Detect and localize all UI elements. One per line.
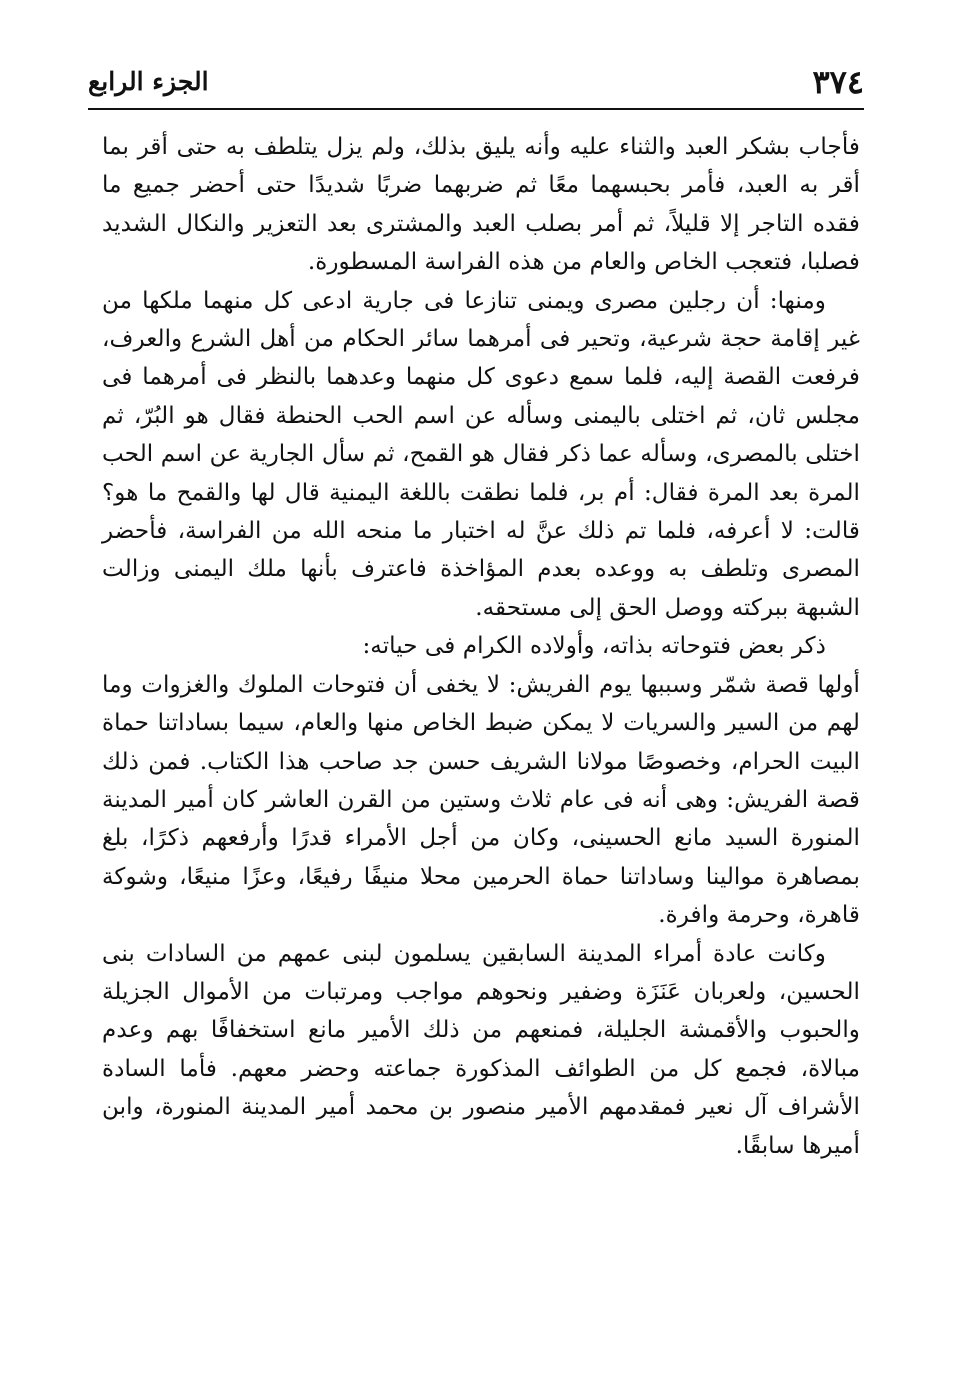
paragraph: وكانت عادة أمراء المدينة السابقين يسلمون لبنى عمهم من السادات بنى الحسين، ولعربان عَنَزَة وضفير ونحوهم مواجب ومرتبات من الأموال الجزيلة والحبوب والأقمشة الجليلة، فمنعهم من ذلك الأمير مانع استخفافًا بهم وعدم مبالاة، فجمع كل من الطوائف المذكورة جماعته وحضر معهم. فأما السادة الأشراف آل نعير فمقدمهم الأمير منصور بن محمد أمير المدينة المنورة، وابن أميرها سابقًا. [102, 939, 860, 1159]
body-text [102, 128, 860, 1165]
section-heading: ذكر بعض فتوحاته بذاته، وأولاده الكرام فى حياته: [362, 632, 826, 660]
paragraph: أولها قصة شمّر وسببها يوم الفريش: لا يخفى أن فتوحات الملوك والغزوات وما لهم من السير والسريات لا يمكن ضبط الخاص منها والعام، سيما بساداتنا حماة البيت الحرام، وخصوصًا مولانا الشريف حسن جد صاحب هذا الكتاب. فمن ذلك قصة الفريش: وهى أنه فى عام ثلاث وستين من القرن العاشر كان أمير المدينة المنورة السيد مانع الحسينى، وكان من أجل الأمراء قدرًا وأرفعهم ذكرًا، بلغ بمصاهرة موالينا وساداتنا حماة الحرمين محلا منيفًا رفيعًا، وعزًا منيعًا، وشوكة قاهرة، وحرمة وافرة. [102, 670, 860, 929]
paragraph: فأجاب بشكر العبد والثناء عليه وأنه يليق بذلك، ولم يزل يتلطف به حتى أقر بما أقر به العبد، فأمر بحبسهما معًا ثم ضربهما ضربًا شديدًا حتى أحضر جميع ما فقده التاجر إلا قليلاً، ثم أمر بصلب العبد والمشترى بعد التعزير والنكال الشديد فصلبا، فتعجب الخاص والعام من هذه الفراسة المسطورة. [102, 133, 860, 276]
page-header [88, 58, 864, 108]
paragraph: ومنها: أن رجلين مصرى ويمنى تنازعا فى جارية ادعى كل منهما ملكها من غير إقامة حجة شرعية، وتحير فى أمرهما سائر الحكام من أهل الشرع والعرف، فرفعت القصة إليه، فلما سمع دعوى كل منهما وعدهما بالنظر فى أمرهما فى مجلس ثان، ثم اختلى باليمنى وسأله عن اسم الحب الحنطة فقال هو البُرّ، ثم اختلى بالمصرى، وسأله عما ذكر فقال هو القمح، ثم سأل الجارية عن اسم الحب المرة بعد المرة فقال: أم بر، فلما نطقت باللغة اليمنية قال لها والقمح ما هو؟ قالت: لا أعرفه، فلما تم ذلك عنَّ له اختبار ما منحه الله من الفراسة، فأحضر المصرى وتلطف به ووعده بعدم المؤاخذة فاعترف بأنها ملك اليمنى وزالت الشبهة ببركته ووصل الحق إلى مستحقه. [102, 286, 860, 621]
page-number: ٣٧٤ [812, 63, 864, 101]
header-rule [88, 108, 864, 110]
running-title: الجزء الرابع [88, 67, 209, 96]
